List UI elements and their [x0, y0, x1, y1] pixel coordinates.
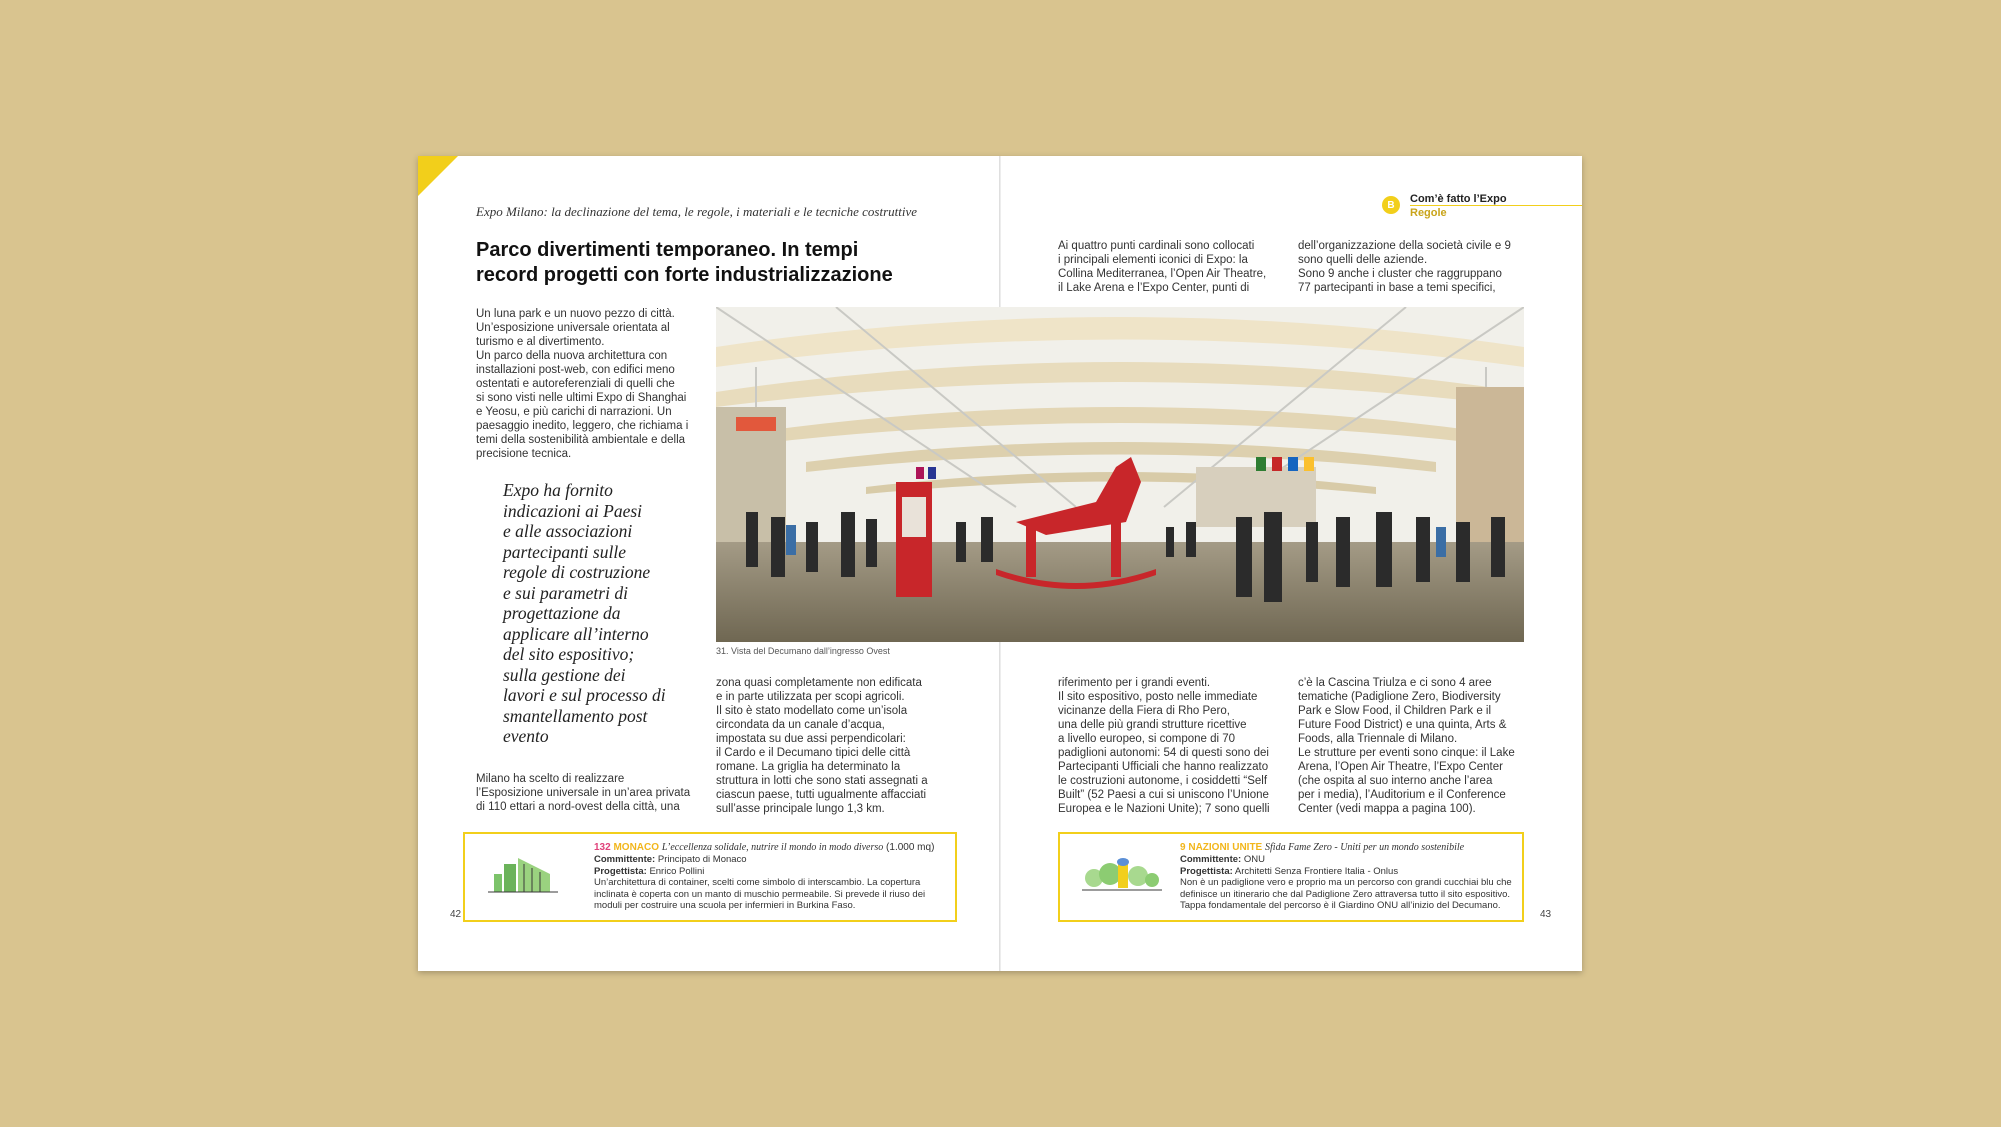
pavilion-theme: L’eccellenza solidale, nutrire il mondo in modo diverso: [661, 842, 884, 853]
progettista-label: Progettista:: [594, 865, 647, 877]
un-pavilion-name: NAZIONI UNITE: [1188, 842, 1263, 853]
right-top-column-1: Ai quattro punti cardinali sono collocati i principali elementi iconici di Expo: la Collina Mediterranea, l’Open Air Theatre, il Lake Arena e l’Expo Center, punti di: [1058, 240, 1267, 294]
monaco-box-title: [594, 842, 949, 854]
monaco-box-content: [594, 842, 949, 912]
un-committente-value: ONU: [1243, 854, 1265, 865]
section-rule: [1410, 205, 1582, 206]
un-progettista-label: Progettista:: [1180, 865, 1233, 877]
un-description: Non è un padiglione vero e proprio ma un percorso con grandi cucchiai blu che definisce un itinerario che dal Padiglione Zero attraversa tutto il sito espositivo. Tappa fondamentale del percorso è il Giardino ONU all’inizio del Decumano.: [1180, 877, 1512, 911]
page-number-left: 42: [450, 909, 462, 920]
photo-caption: 31. Vista del Decumano dall’ingresso Ovest: [716, 646, 890, 656]
page-kicker: Expo Milano: la declinazione del tema, le regole, i materiali e le tecniche costruttive: [476, 204, 918, 219]
committente-value: Principato di Monaco: [657, 854, 747, 865]
un-committente-line: [1180, 854, 1516, 866]
decumano-photo: [716, 307, 1524, 642]
magazine-spread: [418, 156, 1582, 971]
progettista-line: [594, 866, 949, 878]
committente-line: [594, 854, 949, 866]
page-number-right: 43: [1540, 909, 1552, 920]
pull-quote: Expo ha fornito indicazioni ai Paesi e alle associazioni partecipanti sulle regole di costruzione e sui parametri di progettazione da applicare all’interno del sito espositivo; sulla gestione dei lavori e sul processo di smantellamento post evento: [503, 480, 666, 746]
un-box-title: [1180, 842, 1516, 854]
right-top-column-2: dell’organizzazione della società civile e 9 sono quelli delle aziende. Sono 9 anche i cluster che raggruppano 77 partecipanti in base a temi specifici,: [1298, 240, 1511, 294]
pavilion-name: MONACO: [613, 842, 660, 853]
yellow-corner-mark: [418, 156, 458, 196]
right-column-1: riferimento per i grandi eventi. Il sito espositivo, posto nelle immediate vicinanze della Fiera di Rho Pero, una delle più grandi strutture ricettive a livello europeo, si compone di 70 padiglioni autonomi: 54 di questi sono dei Partecipanti Ufficiali che hanno realizzato le costruzioni autonome, i cosiddetti “Self Built” (52 Paesi a cui si uniscono l’Unione Europea e le Nazioni Unite); 7 sono quelli: [1058, 677, 1270, 815]
un-pavilion-theme: Sfida Fame Zero - Uniti per un mondo sostenibile: [1265, 842, 1465, 853]
right-column-2: c’è la Cascina Triulza e ci sono 4 aree tematiche (Padiglione Zero, Biodiversity Park e Slow Food, il Children Park e il Future Food District) e una quinta, Arts & Foods, alla Triennale di Milano. Le strutture per eventi sono cinque: il Lake Arena, l’Open Air Theatre, l’Expo Center (che ospita al suo interno anche l’area per i media), l’Auditorium e il Conference Center (vedi mappa a pagina 100).: [1298, 677, 1515, 815]
column-2-text: zona quasi completamente non edificata e in parte utilizzata per scopi agricoli. Il sito è stato modellato come un’isola circondata da un canale d’acqua, impostata su due assi perpendicolari: il Cardo e il Decumano tipici delle città romane. La griglia ha determinato la struttura in lotti che sono stati assegnati a ciascun paese, tutti ugualmente affacciati sull’asse principale lungo 1,3 km.: [716, 677, 928, 815]
pavilion-area: (1.000 mq): [886, 842, 935, 853]
section-subtitle: Regole: [1410, 207, 1447, 219]
monaco-description: Un’architettura di container, scelti come simbolo di interscambio. La copertura inclinata è coperta con un manto di muschio permeabile. Si prevede il riuso dei moduli per costruire una scuola per infermieri in Burkina Faso.: [594, 877, 926, 911]
progettista-value: Enrico Pollini: [649, 865, 705, 877]
un-pavilion-number: 9: [1180, 842, 1186, 853]
headline: [476, 238, 893, 288]
committente-label: Committente:: [594, 854, 656, 865]
headline-line-2: record progetti con forte industrializzazione: [476, 264, 893, 286]
section-badge: B: [1382, 196, 1400, 214]
un-progettista-value: Architetti Senza Frontiere Italia - Onlus: [1234, 865, 1399, 877]
section-title: Com’è fatto l’Expo: [1410, 193, 1507, 205]
un-progettista-line: [1180, 866, 1516, 878]
monaco-pavilion-icon: [488, 850, 558, 896]
pavilion-number: 132: [594, 842, 611, 853]
un-committente-label: Committente:: [1180, 854, 1242, 865]
intro-paragraph: Un luna park e un nuovo pezzo di città. Un’esposizione universale orientata al turismo e al divertimento. Un parco della nuova architettura con installazioni post-web, con edifici meno ostentati e autoreferenziali di quelli che si sono visti nelle ultimi Expo di Shanghai e Yeosu, e più carichi di narrazioni. Un paesaggio inedito, leggero, che richiama i temi della sostenibilità ambientale e della precisione tecnica.: [476, 308, 689, 460]
column-1-bottom-text: Milano ha scelto di realizzare l’Esposizione universale in un’area privata di 110 ettari a nord-ovest della città, una: [476, 773, 691, 813]
un-box-content: [1180, 842, 1516, 912]
headline-line-1: Parco divertimenti temporaneo. In tempi: [476, 239, 859, 261]
un-pavilion-icon: [1082, 850, 1162, 896]
decumano-photo-illustration: [716, 307, 1524, 642]
